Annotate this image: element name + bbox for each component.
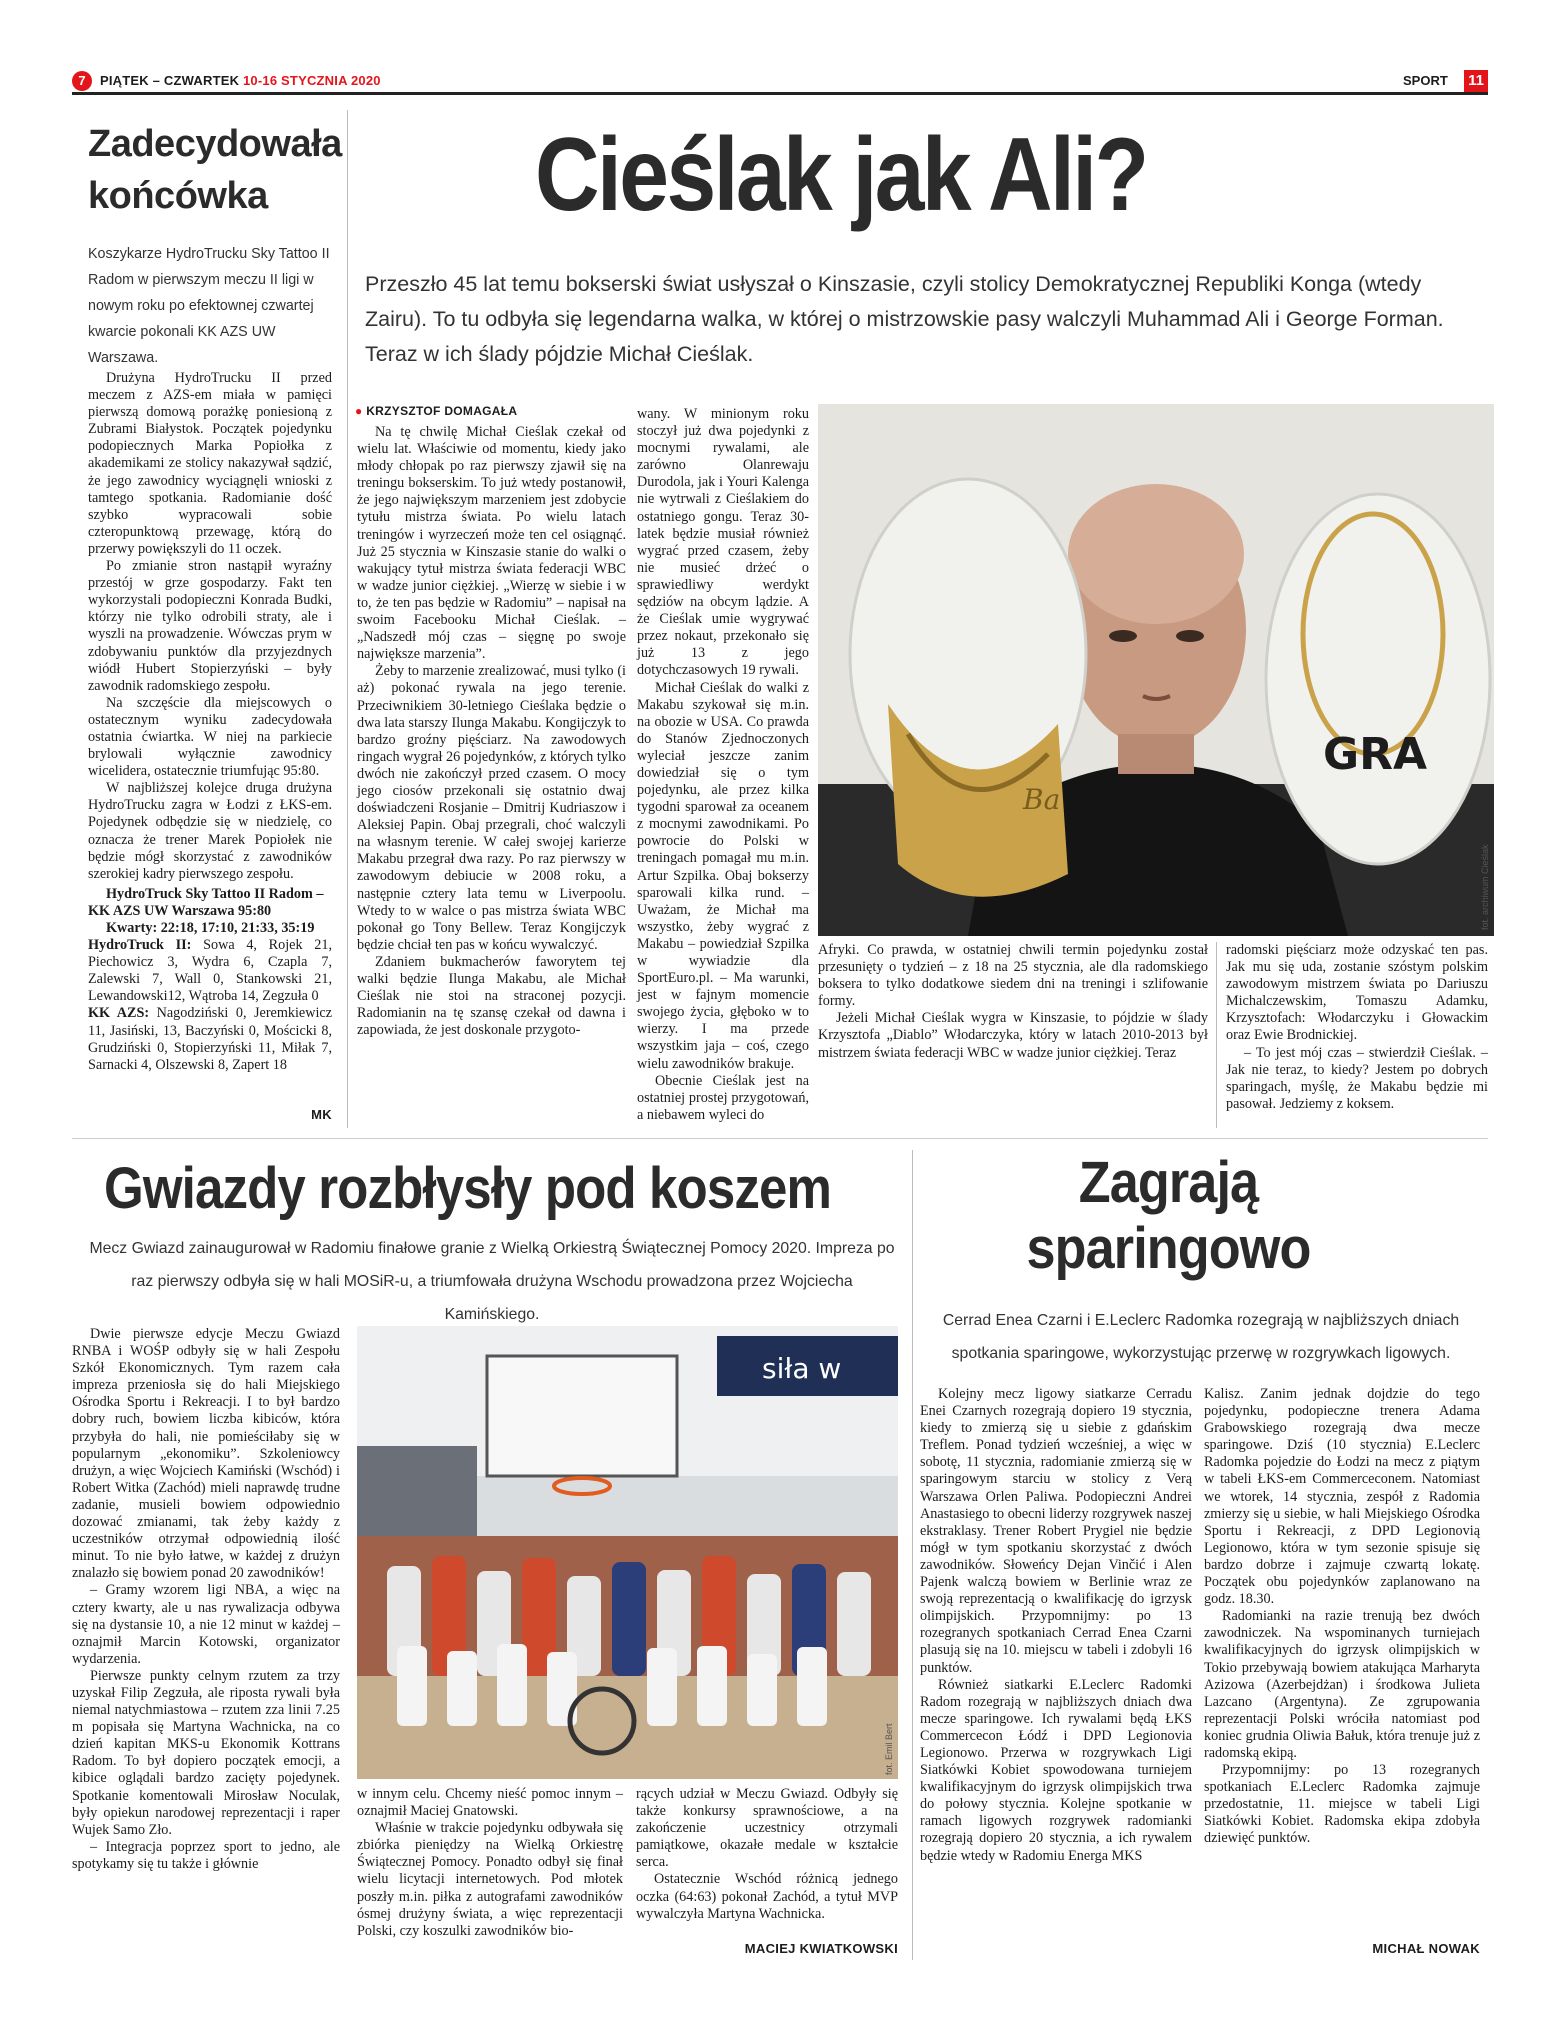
all-star-game-photo [357,1326,898,1779]
boxer-photo [818,404,1494,936]
main-article-author [355,404,517,418]
paragraph: Obecnie Cieślak jest na ostatniej prostej przygotowań, a niebawem wyleci do [637,1072,809,1123]
paragraph: – Gramy wzorem ligi NBA, a więc na cztery kwarty, ale u nas rywalizacja odbywa się na dystansie 10, a nie 12 minut w każdej – oznajmił Marcin Kotowski, organizator wydarzenia. [72,1582,340,1667]
boxer-photo-credit: fot. archiwum Cieślak [1480,844,1490,930]
paragraph: Kolejny mecz ligowy siatkarze Cerradu Enei Czarnych rozegrają dopiero 19 stycznia, kiedy to zmierzą się u siebie z gdańskim Treflem. Ponad tydzień wcześniej, a więc w sobotę, 11 stycznia, radomianie zmierzą się w sparingowym starciu w stolicy z Verą Warszawa Orlen Paliwa. Podopieczni Andrei Anastasiego to obecni liderzy rozgrywek naszej ekstraklasy. Trener Robert Prygiel nie będzie mógł w tym spotkaniu skorzystać z dwóch zawodników. Słoweńcy Dejan Vinčić i Alen Pajenk walczą bowiem w Berlinie wraz ze swoją reprezentacją o kwalifikację do igrzysk olimpijskich. Przypomnijmy: po 13 rozegranych spotkaniach Cerrad Enea Czarni plasują się na 10. miejscu w tabeli i zdobyli 16 punktów. [920,1386,1192,1676]
left-article-lead: Koszykarze HydroTrucku Sky Tattoo II Radom w pierwszym meczu II ligi w nowym roku po efektownej czwartej kwarcie pokonali KK AZS UW Warszawa. [88,246,330,366]
banner-text: siła w [762,1352,842,1385]
team2-players: Nagodziński 0, Jeremkiewicz 11, Jasiński, 13, Baczyński 0, Mościcki 8, Grudziński 0, Stopierzyński 11, Miłak 7, Sarnacki 4, Olszewski 8, Zapert 18 [88,1005,332,1073]
paragraph: Po zmianie stron nastąpił wyraźny przestój w grze gospodarzy. Fakt ten wykorzystali podopieczni Konrada Budki, którzy nie tylko odrobili straty, ale i wyszli na prowadzenie. Wówczas prym w zdobywaniu punktów dla przyjezdnych wiódł Hubert Stopierzyński – były zawodnik radomskiego zespołu. [88,558,332,694]
paragraph: Właśnie w trakcie pojedynku odbywała się zbiórka pieniędzy na Wielką Orkiestrę Świątecznej Pomocy. Ponadto odbył się finał wielu licytacji internetowych. Pod młotek poszły m.in. piłka z autografami zawodników ósmej drużyny świata, a więc reprezentacji Polski, czy koszulki zawodników bio- [357,1820,623,1939]
glove-brand-right: GRA [1323,729,1428,780]
header-rule [72,92,1488,95]
left-article-title: Zadecydowała końcówka [88,123,342,217]
paragraph: W najbliższej kolejce druga drużyna HydroTrucku zagra w Łodzi z ŁKS-em. Pojedynek odbędzie się w niedzielę, co oznacza że trener Marek Popiołek nie będzie mógł skorzystać z zawodników szerokiej kadry pierwszego zespołu. [88,780,332,882]
paragraph: rących udział w Meczu Gwiazd. Odbyły się także konkursy sprawnościowe, a na zakończenie uczestnicy otrzymali pamiątkowe, okazałe medale w kształcie serca. [636,1786,898,1871]
author-name: KRZYSZTOF DOMAGAŁA [366,404,518,418]
team1-label: HydroTruck II: [88,937,192,954]
result-box [88,886,332,1074]
volley-article-title: Zagrają sparingowo [1026,1150,1311,1281]
right-glove [1266,494,1490,864]
main-col-3 [818,942,1208,1062]
paragraph: Kalisz. Zanim jednak dojdzie do tego pojedynku, podopieczne trenera Adama Grabowskiego rozegrają dwa mecze sparingowe. Dziś (10 stycznia) E.Leclerc Radomka pojedzie do Łodzi na mecz z piątym w tabeli ŁKS-em Commerceconem. Natomiast we wtorek, 14 stycznia, zespół z Radomia zmierzy się u siebie, w hali Miejskiego Ośrodka Sportu i Rekreacji, z DPD Legionovią Legionowo, która w tym sezonie spisuje się bardzo dobrze i zajmuje czwartą lokatę. Początek obu pojedynków zaplanowano na godz. 18.30. [1204,1386,1480,1608]
paragraph: Na tę chwilę Michał Cieślak czekał od wielu lat. Właściwie od momentu, kiedy jako młody chłopak po raz pierwszy zjawił się na treningu bokserskim. To już wtedy postanowił, że jego największym marzeniem jest zdobycie tytułu mistrza świata. Po wielu latach treningów i wyrzeczeń może ten cel osiągnąć. Już 25 stycznia w Kinszasie stanie do walki o wakujący tytuł mistrza świata federacji WBC w wadze junior ciężkiej. „Wierzę w siebie i w to, że ten pas będzie w Radomiu” – napisał na swoim Facebooku Michał Cieślak. – „Nadszedł mój czas – sięgnę po swoje największe marzenia”. [357,424,626,663]
paragraph: radomski pięściarz może odzyskać ten pas. Jak mu się uda, zostanie szóstym polskim zawodowym mistrzem świata po Dariuszu Michalczewskim, Tomaszu Adamku, Krzysztofach: Włodarczyku i Głowackim oraz Ewie Brodnickiej. [1226,942,1488,1044]
basketball-col-2 [357,1786,623,1940]
paragraph: – To jest mój czas – stwierdził Cieślak. – Jak nie teraz, to kiedy? Jestem po dobrych sparingach, myślę, że Makabu będzie mi pasował. Jedziemy z koksem. [1226,1044,1488,1112]
paragraph: wany. W minionym roku stoczył już dwa pojedynki z mocnymi rywalami, ale zarówno Olanrewaju Durodola, jak i Youri Kalenga nie wytrwali z Cieślakiem do ostatniego gongu. Teraz 30-latek będzie musiał również wygrać przed czasem, żeby nie musieć drżeć o sprawiedliwy werdykt sędziów na obcym lądzie. A że Cieślak umie wygrywać przez nokaut, przekonało się już 13 z jego dotychczasowych 19 rywali. [637,406,809,679]
boxer-illustration [818,404,1494,936]
paragraph: Drużyna HydroTrucku II przed meczem z AZS-em miała w pamięci pierwszą domową porażkę poniesioną z Zubrami Białystok. Początek pojedynku podopiecznych Marka Popiołka z akademikami ze stolicy nakazywał sądzić, że jego zawodnicy wyciągnęli wnioski z tamtego spotkania. Radomianie dość szybko wypracowali sobie czteropunktową przewagę, którą do przerwy powiększyli do 11 oczek. [88,370,332,557]
date-prefix: PIĄTEK – CZWARTEK [100,73,240,88]
paragraph: Dwie pierwsze edycje Meczu Gwiazd RNBA i WOŚP odbyły się w hali Zespołu Szkół Ekonomicznych. Tym razem cała impreza przeniosła się do hali Miejskiego Ośrodka Sportu i Rekreacji. I to był bardzo dobry ruch, bowiem liczba kibiców, która przybyła do hali, nie pomieściłaby się w popularnym „ekonomiku”. Szkoleniowcy drużyn, a więc Wojciech Kamiński (Wschód) i Robert Witka (Zachód) mieli naprawdę trudne zadanie, musieli bowiem odpowiednio dozować zmianami, tak żeby każdy z uczestników otrzymał odpowiednią ilość minut. To nie było łatwe, w każdej z drużyn znalazło się bowiem ponad 20 zawodników! [72,1326,340,1582]
basketball-col-3 [636,1786,898,1923]
paragraph: Jeżeli Michał Cieślak wygra w Kinszasie, to pójdzie w ślady Krzysztofa „Diablo” Włodarczyka, który w latach 2010-2013 był mistrzem świata federacji WBC w wadze junior ciężkiej. Teraz [818,1010,1208,1061]
page-number: 11 [1464,70,1488,92]
team2-lineup [88,1005,332,1073]
glove-brand-left: Ba [1023,783,1061,816]
column-divider [1216,942,1217,1128]
left-article-signature: MK [311,1107,332,1122]
backboard [487,1356,677,1476]
team1-players: Sowa 4, Rojek 21, Piechowicz 3, Wydra 6, Czapla 7, Zalewski 7, Wall 0, Stankowski 21, Lewandowski12, Wątroba 14, Zegzuła 0 [88,937,332,1005]
paragraph: Przypomnijmy: po 13 rozegranych spotkaniach E.Leclerc Radomka zajmuje przedostatnie, 11. miejsce w tabeli Ligi Siatkówki Kobiet. Radomska ekipa zdobyła dziewięć punktów. [1204,1762,1480,1847]
basketball-article-title: Gwiazdy rozbłysły pod koszem [104,1156,831,1221]
paragraph: – Integracja poprzez sport to jedno, ale spotykamy się tu także i głównie [72,1838,340,1872]
newspaper-logo: 7 [72,71,92,91]
paragraph: Również siatkarki E.Leclerc Radomki Radom rozegrają w najbliższych dniach dwa mecze sparingowe. Ich rywalami będą ŁKS Commercecon Łódź i DPD Legionovia Legionowo. Przerwa w rozgrywkach Ligi Siatkówki Kobiet spowodowana turniejem kwalifikacyjnym do igrzysk olimpijskich trwa do połowy stycznia. Kolejne spotkanie w ramach ligowych rozgrywek radomianki rozegrają dopiero 20 stycznia, a ich rywalem będzie wtedy w Radomiu Energa MKS [920,1676,1192,1864]
main-col-4 [1226,942,1488,1113]
paragraph: w innym celu. Chcemy nieść pomoc innym – oznajmił Maciej Gnatowski. [357,1786,623,1820]
volley-signature: MICHAŁ NOWAK [1372,1941,1480,1956]
column-divider [912,1150,913,1960]
section-label: SPORT [1403,73,1448,88]
paragraph: Pierwsze punkty celnym rzutem za trzy uzyskał Filip Zegzuła, ale riposta rywali była niemal natychmiastowa – rzutem zza linii 7.25 m popisała się Martyna Wachnicka, na co dzień kapitan MKS-u Ekonomik Kottrans Radom. To był dopiero początek emocji, a kibice oglądali bardzo zacięty pojedynek. Spotkanie komentowali Mirosław Noculak, były opiekun narodowej reprezentacji i raper Wujek Samo Zło. [72,1667,340,1838]
result-quarters: Kwarty: 22:18, 17:10, 21:33, 35:19 [106,920,315,936]
issue-date [100,73,381,88]
volley-col-1 [920,1386,1192,1865]
main-article-title: Cieślak jak Ali? [535,117,1147,233]
basketball-photo-credit: fot. Emil Bert [884,1723,894,1775]
team2-label: KK AZS: [88,1005,150,1022]
paragraph: Żeby to marzenie zrealizować, musi tylko (i aż) pokonać rywala na jego terenie. Przeciwnikiem 30-letniego Cieślaka będzie o dwa lata starszy Ilunga Makabu. Kongijczyk to bardzo groźny pięściarz. Na zawodowych ringach wygrał 26 pojedynków, z których tylko dwóch nie zakończył przed czasem. O mocy jego ciosów przekonali się ostatnio dwaj doświadczeni Rosjanie – Dmitrij Kudriaszow i Aleksiej Papin. Obaj przegrali, choć walczyli na własnym terenie. W całej swojej karierze Makabu przegrał dwa razy. Po raz pierwszy w zawodowym debiucie w 2008 roku, a następnie cztery lata temu w Liverpoolu. Wtedy to w walce o pas mistrza świata WBC pokonał go Tony Bellew. Teraz Kongijczyk będzie chciał ten pas w końcu wywalczyć. [357,663,626,953]
paragraph: Radomianki na razie trenują bez dwóch zawodniczek. Na wspominanych turniejach kwalifikacyjnych do igrzysk olimpijskich w Tokio przebywają bowiem atakująca Marharyta Azizowa (Azerbejdżan) i środkowa Julieta Lazcano (Argentyna). Ze zgrupowania reprezentacji Polski wróciła natomiast pod koniec grudnia Oliwia Bałuk, która trenuje już z radomską ekipą. [1204,1608,1480,1761]
main-col-1 [357,424,626,1039]
left-article-body [88,370,332,1074]
paragraph: Afryki. Co prawda, w ostatniej chwili termin pojedynku został przesunięty o tydzień – z 18 na 25 stycznia, ale dla radomskiego boksera to tylko dodatkowe siedem dni na treningi i szlifowanie formy. [818,942,1208,1010]
date-range: 10-16 STYCZNIA 2020 [243,73,381,88]
team-photo-illustration [357,1326,898,1779]
basketball-signature: MACIEJ KWIATKOWSKI [744,1941,898,1956]
basketball-article-lead: Mecz Gwiazd zainaugurował w Radomiu finałowe granie z Wielką Orkiestrą Świątecznej Pomocy 2020. Impreza po raz pierwszy odbyła się w hali MOSiR-u, a triumfowała drużyna Wschodu prowadzona przez Wojciecha Kamińskiego. [89,1240,895,1323]
basketball-col-1 [72,1326,340,1873]
paragraph: Michał Cieślak do walki z Makabu szykował się m.in. na obozie w USA. Co prawda do Stanów Zjednoczonych wyleciał jeszcze zanim dowiedział się o tym pojedynku, ale przez kilka tygodni sparował za oceanem z mocnymi zawodnikami. Po powrocie do Polski w treningach pomagał mu m.in. Artur Szpilka. Obaj bokserzy sparowali kilka rund. – Uważam, że Michał ma wszystko, żeby wygrać z Makabu – powiedział Szpilka w wywiadzie dla SportEuro.pl. – Ma warunki, jest w fajnym momencie swojego życia, głęboko w to wierzy. I ma przede wszystkim jaja – coś, czego wielu zawodników brakuje. [637,679,809,1072]
section-rule [72,1138,1488,1139]
volley-col-2 [1204,1386,1480,1848]
team1-lineup [88,937,332,1005]
column-divider [347,110,348,1128]
paragraph: Zdaniem bukmacherów faworytem tej walki będzie Ilunga Makabu, ale Michał Cieślak nie stoi na straconej pozycji. Radomianin na tę szansę czekał od dawna i zapowiada, że jest doskonale przygoto- [357,953,626,1039]
volley-article-lead: Cerrad Enea Czarni i E.Leclerc Radomka rozegrają w najbliższych dniach spotkania sparingowe, wykorzystując przerwę w rozgrywkach ligowych. [942,1312,1460,1362]
paragraph: Ostatecznie Wschód różnicą jednego oczka (64:63) pokonał Zachód, a tytuł MVP wywalczyła Martyna Wachnicka. [636,1871,898,1922]
paragraph: Na szczęście dla miejscowych o ostatecznym wyniku zadecydowała ostatnia ćwiartka. W niej na parkiecie brylowali wyłącznie zawodnicy wicelidera, ostatecznie triumfując 95:80. [88,694,332,780]
main-col-2 [637,406,809,1124]
main-article-lead: Przeszło 45 lat temu bokserski świat usłyszał o Kinszasie, czyli stolicy Demokratycznej Republiki Konga (wtedy Zairu). To tu odbyła się legendarna walka, w której o mistrzowskie pasy walczyli Muhammad Ali i George Forman. Teraz w ich ślady pójdzie Michał Cieślak. [365,272,1444,366]
result-heading: HydroTruck Sky Tattoo II Radom – KK AZS UW Warszawa 95:80 [88,885,324,919]
author-bullet: ● [355,404,363,418]
